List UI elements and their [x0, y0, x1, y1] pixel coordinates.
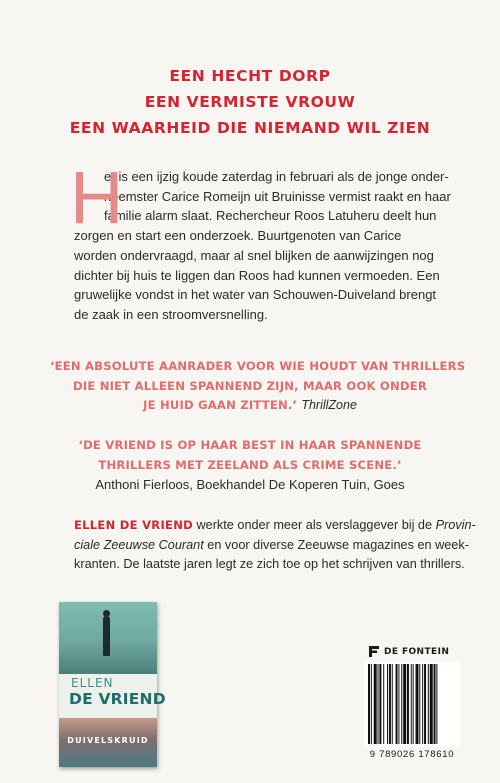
barcode-bar — [401, 664, 402, 744]
publisher-name: DE FONTEIN — [384, 646, 450, 657]
barcode-bar — [379, 664, 381, 744]
barcode-bar — [411, 664, 412, 744]
blurb-line: neemster Carice Romeijn uit Bruinisse vermist raakt en haar — [104, 188, 451, 204]
blurb-line: worden ondervraagd, maar al snel blijken de aanwijzingen nog — [74, 247, 434, 263]
headline-1: EEN HECHT DORP — [169, 67, 331, 85]
author-bio — [74, 516, 476, 575]
quote-line: THRILLERS MET ZEELAND ALS CRIME SCENE.’ — [98, 457, 402, 472]
quote-line: ‘DE VRIEND IS OP HAAR BEST IN HAAR SPANNENDE — [78, 438, 422, 452]
barcode-bar — [413, 664, 414, 744]
headline-2: EEN VERMISTE VROUW — [144, 93, 356, 111]
bio-text: werkte onder meer als verslaggever bij de — [192, 518, 436, 532]
barcode-bar — [424, 664, 426, 744]
barcode-bar — [434, 664, 436, 744]
fontein-icon — [369, 646, 379, 657]
barcode-bar — [389, 664, 391, 744]
bio-text: en voor diverse Zeeuwse magazines en week- — [203, 537, 469, 552]
barcode-bar — [407, 664, 409, 744]
cover-author-last: DE VRIEND — [69, 690, 166, 708]
barcode-bar — [422, 664, 423, 744]
quote-line: JE HUID GAAN ZITTEN.’ — [143, 398, 298, 412]
cover-figure — [103, 616, 110, 656]
quote-source: ThrillZone — [301, 398, 357, 412]
blurb-line: gruwelijke vondst in het water van Schouwen-Duiveland brengt — [74, 287, 437, 303]
barcode-bar — [378, 664, 379, 744]
blurb-line: et is een ijzig koude zaterdag in februari als de jonge onder- — [104, 169, 449, 184]
blurb-line: de zaak in een stroomversnelling. — [74, 306, 268, 322]
barcode-bar — [383, 664, 384, 744]
dropcap-letter: H — [70, 156, 124, 239]
book-cover-thumbnail — [59, 602, 166, 767]
barcode-bar — [398, 664, 399, 744]
barcode-bar — [436, 664, 437, 744]
quote-fierloos — [50, 436, 450, 495]
blurb-line: familie alarm slaat. Rechercheur Roos Latuheru deelt hun — [104, 208, 437, 224]
barcode-bar — [403, 664, 406, 744]
headlines — [0, 63, 500, 141]
barcode — [364, 662, 460, 746]
dropcap-h — [70, 156, 124, 239]
quote-thrillzone — [50, 357, 466, 416]
barcode-bar — [368, 664, 370, 744]
publisher-logo — [369, 646, 449, 657]
bio-text: kranten. De laatste jaren legt ze zich toe op het schrijven van thrillers. — [74, 557, 465, 572]
cover-author-first: ELLEN — [71, 676, 114, 690]
barcode-bar — [396, 664, 398, 744]
barcode-bar — [428, 664, 429, 744]
blurb-line: zorgen en start een onderzoek. Buurtgenoten van Carice — [74, 228, 402, 244]
author-name: ELLEN DE VRIEND — [74, 518, 193, 532]
barcode-bar — [371, 664, 372, 744]
cover-title: DUIVELSKRUID — [67, 736, 149, 745]
quote-source: Anthoni Fierloos, Boekhandel De Koperen Tuin, Goes — [95, 477, 405, 492]
barcode-bar — [416, 664, 419, 744]
barcode-bar — [419, 664, 420, 744]
bio-italic: ciale Zeeuwse Courant — [74, 537, 204, 552]
barcode-bar — [374, 664, 377, 744]
isbn-number: 9 789026 178610 — [369, 749, 455, 760]
quote-line: DIE NIET ALLEEN SPANNEND ZIJN, MAAR OOK ONDER — [73, 378, 427, 393]
blurb-line: dichter bij huis te liggen dan Roos had kunnen vermoeden. Een — [74, 267, 440, 283]
headline-3: EEN WAARHEID DIE NIEMAND WIL ZIEN — [69, 119, 431, 137]
barcode-bar — [430, 664, 433, 744]
quote-line: ‘EEN ABSOLUTE AANRADER VOOR WIE HOUDT VAN THRILLERS — [50, 359, 466, 373]
barcode-bar — [392, 664, 393, 744]
blurb — [70, 156, 451, 325]
barcode-bars — [368, 664, 456, 744]
bio-italic: Provin- — [435, 518, 476, 532]
barcode-bar — [387, 664, 388, 744]
